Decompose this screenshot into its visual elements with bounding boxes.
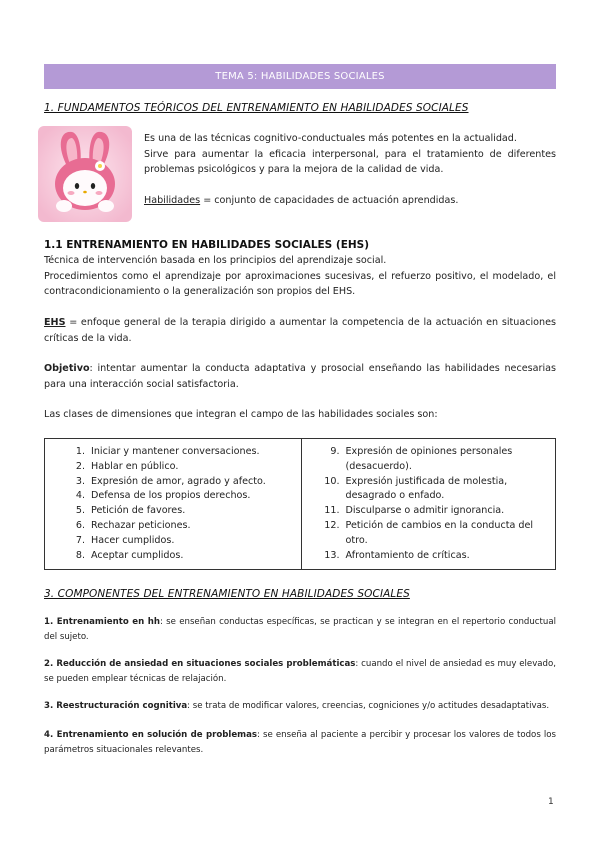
section-1-intro: [144, 131, 556, 178]
component-item: 2. Reducción de ansiedad en situaciones sociales problemáticas: cuando el nivel de ansiedad es muy elevado, se pueden emplear técnicas de relajación.: [44, 659, 556, 684]
objetivo-def: : intentar aumentar la conducta adaptativa y prosocial enseñando las habilidades necesarias para una interacción social satisfactoria.: [44, 363, 556, 390]
objective-paragraph: [44, 361, 556, 392]
section-1-1-heading: 1.1 ENTRENAMIENTO EN HABILIDADES SOCIALES (EHS): [44, 239, 370, 251]
component-item: 1. Entrenamiento en hh: se enseñan conductas específicas, se practican y se integran en el repertorio conductual del sujeto.: [44, 617, 557, 642]
ehs-term: EHS: [44, 317, 66, 328]
dimensions-table: [44, 438, 556, 570]
section-3-heading: 3. COMPONENTES DEL ENTRENAMIENTO EN HABILIDADES SOCIALES: [44, 588, 410, 600]
dimensions-right-column: [301, 439, 556, 569]
pink-bunny-icon: [38, 126, 132, 222]
habilidades-definition: [144, 193, 556, 209]
habilidades-def: = conjunto de capacidades de actuación aprendidas.: [200, 195, 459, 206]
objetivo-term: Objetivo: [44, 363, 90, 374]
habilidades-term: Habilidades: [144, 195, 201, 206]
bunny-illustration: [38, 126, 132, 222]
ehs-procedures: Procedimientos como el aprendizaje por aproximaciones sucesivas, el refuerzo positivo, el modelado, el contracondicionamiento o la generalización son propios del EHS.: [44, 270, 556, 297]
dimensions-intro: Las clases de dimensiones que integran el campo de las habilidades sociales son:: [44, 409, 438, 420]
topic-title: TEMA 5: HABILIDADES SOCIALES: [215, 71, 385, 82]
dimensions-left-column: [45, 439, 301, 569]
ehs-def: = enfoque general de la terapia dirigido a aumentar la competencia de la actuación en situaciones críticas de la vida.: [44, 317, 556, 344]
dimension-item: 1. Iniciar y mantener conversaciones.: [75, 446, 260, 457]
dimension-item: 7. Hacer cumplidos.: [75, 534, 175, 546]
component-item: 3. Reestructuración cognitiva: se trata de modificar valores, creencias, cogniciones y/o actitudes desadaptativas.: [44, 701, 550, 711]
ehs-intro-line: Técnica de intervención basada en los principios del aprendizaje social.: [44, 255, 387, 266]
dimension-item: 8. Aceptar cumplidos.: [75, 549, 184, 561]
dimension-item: 4. Defensa de los propios derechos.: [75, 490, 251, 502]
dimension-item: 13. Afrontamiento de críticas.: [324, 549, 470, 561]
topic-banner: [44, 64, 556, 89]
component-item: 4. Entrenamiento en solución de problemas: se enseña al paciente a percibir y procesar los valores de todos los parámetros situacionales relevantes.: [44, 730, 556, 755]
dimension-item: 9. Expresión de opiniones personales (desacuerdo).: [330, 446, 513, 472]
dimension-item: 11. Disculparse o admitir ignorancia.: [324, 505, 505, 517]
dimension-item: 6. Rechazar peticiones.: [75, 519, 191, 531]
section-1-1-body: [44, 253, 556, 300]
dimension-item: 3. Expresión de amor, agrado y afecto.: [75, 475, 266, 487]
dimension-item: 5. Petición de favores.: [75, 505, 186, 517]
dimension-item: 10. Expresión justificada de molestia, desagrado o enfado.: [324, 475, 508, 502]
intro-line: Es una de las técnicas cognitivo-conductuales más potentes en la actualidad.: [144, 133, 517, 144]
section-1-heading: 1. FUNDAMENTOS TEÓRICOS DEL ENTRENAMIENTO EN HABILIDADES SOCIALES: [44, 102, 469, 114]
intro-line: Sirve para aumentar la eficacia interpersonal, para el tratamiento de diferentes problemas psicológicos y para la mejora de la calidad de vida.: [144, 148, 556, 175]
page-number: 1: [548, 797, 554, 807]
dimension-item: 2. Hablar en público.: [75, 460, 179, 472]
dimension-item: 12. Petición de cambios en la conducta del otro.: [324, 519, 534, 546]
ehs-definition: [44, 315, 556, 346]
